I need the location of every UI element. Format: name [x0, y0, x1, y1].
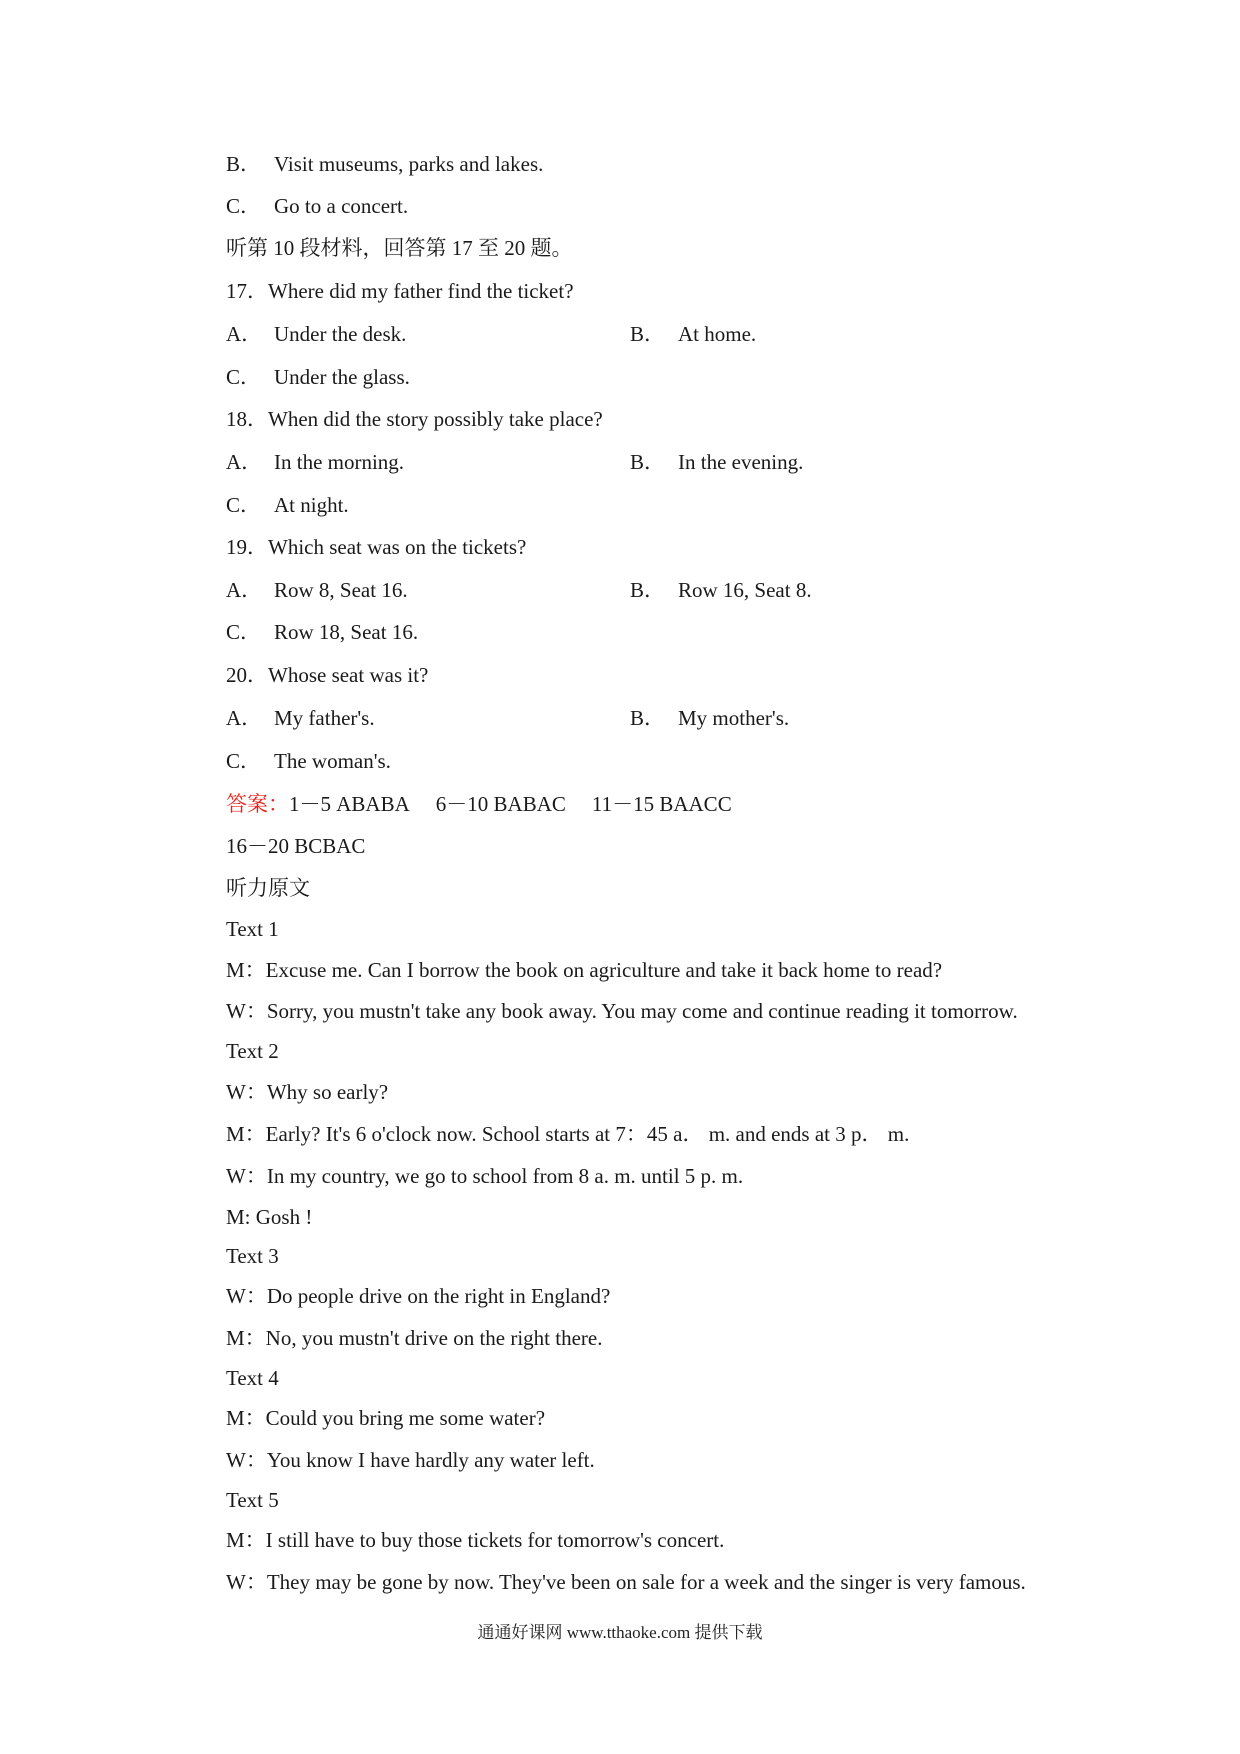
option-text: At night. [274, 493, 349, 517]
transcript-line: M：I still have to buy those tickets for tomorrow's concert. [226, 1528, 725, 1552]
transcript-line: M：No, you mustn't drive on the right there. [226, 1326, 603, 1350]
answer-group: 1－5 ABABA [289, 792, 410, 816]
question-17-stem: 17．Where did my father find the ticket? [226, 279, 574, 303]
option-text: My mother's. [678, 706, 790, 730]
transcript-line: W：Sorry, you mustn't take any book away. You may come and continue reading it tomorrow. [226, 999, 1018, 1023]
option-letter: A． [226, 578, 263, 602]
answer-group: 11－15 BAACC [591, 792, 732, 816]
transcript-line: W：You know I have hardly any water left. [226, 1448, 595, 1472]
question-18-option-a [226, 449, 404, 475]
transcript-line: W：Do people drive on the right in England? [226, 1284, 611, 1308]
option-text: Visit museums, parks and lakes. [274, 152, 544, 176]
transcript-heading: 听力原文 [226, 876, 310, 900]
question-19-option-c [226, 619, 418, 645]
page-footer: 通通好课网 www.tthaoke.com 提供下载 [477, 1623, 763, 1642]
question-20-stem: 20．Whose seat was it? [226, 663, 429, 687]
transcript-line: M：Early? It's 6 o'clock now. School starts at 7：45 a． m. and ends at 3 p． m. [226, 1122, 910, 1146]
question-17-option-b [630, 321, 756, 347]
question-17-options-ab [226, 321, 406, 347]
option-text: Row 8, Seat 16. [274, 578, 408, 602]
option-letter: B． [630, 450, 666, 474]
question-18-option-b [630, 449, 803, 475]
option-letter: C． [226, 194, 262, 218]
question-19-stem: 19．Which seat was on the tickets? [226, 535, 527, 559]
transcript-line: W：They may be gone by now. They've been on sale for a week and the singer is very famous. [226, 1570, 1026, 1594]
transcript-line: Text 1 [226, 917, 279, 941]
option-text: Row 16, Seat 8. [678, 578, 812, 602]
q16-option-c [226, 193, 408, 219]
option-text: At home. [678, 322, 757, 346]
option-letter: B． [226, 152, 262, 176]
answer-label: 答案： [226, 792, 289, 816]
question-19-option-b [630, 577, 812, 603]
answer-group: 6－10 BABAC [435, 792, 566, 816]
transcript-line: M：Could you bring me some water? [226, 1406, 546, 1430]
option-text: Go to a concert. [274, 194, 409, 218]
option-text: My father's. [274, 706, 375, 730]
transcript-line: W：In my country, we go to school from 8 a. m. until 5 p. m. [226, 1164, 744, 1188]
question-19-option-a [226, 577, 408, 603]
question-18-stem: 18．When did the story possibly take place? [226, 407, 603, 431]
answer-key-line-1 [226, 791, 732, 817]
option-letter: C． [226, 365, 262, 389]
answer-key-line-2: 16－20 BCBAC [226, 834, 366, 858]
option-letter: A． [226, 322, 263, 346]
option-text: In the morning. [274, 450, 405, 474]
transcript-line: Text 4 [226, 1366, 279, 1390]
transcript-line: M: Gosh ! [226, 1205, 313, 1229]
question-20-option-b [630, 705, 789, 731]
option-text: Under the desk. [274, 322, 407, 346]
option-letter: A． [226, 706, 263, 730]
option-letter: B． [630, 322, 666, 346]
transcript-line: Text 5 [226, 1488, 279, 1512]
option-letter: C． [226, 620, 262, 644]
option-text: In the evening. [678, 450, 804, 474]
option-letter: B． [630, 578, 666, 602]
option-letter: A． [226, 450, 263, 474]
transcript-line: W：Why so early? [226, 1080, 389, 1104]
question-20-option-a [226, 705, 375, 731]
question-18-option-c [226, 492, 349, 518]
q16-option-b [226, 151, 543, 177]
transcript-line: M：Excuse me. Can I borrow the book on agriculture and take it back home to read? [226, 958, 943, 982]
option-letter: C． [226, 493, 262, 517]
question-20-option-c [226, 748, 391, 774]
transcript-line: Text 2 [226, 1039, 279, 1063]
option-text: The woman's. [274, 749, 391, 773]
transcript-line: Text 3 [226, 1244, 279, 1268]
option-text: Under the glass. [274, 365, 410, 389]
option-letter: B． [630, 706, 666, 730]
section-instruction: 听第 10 段材料，回答第 17 至 20 题。 [226, 236, 573, 260]
option-letter: C． [226, 749, 262, 773]
option-text: Row 18, Seat 16. [274, 620, 419, 644]
question-17-option-c [226, 364, 410, 390]
